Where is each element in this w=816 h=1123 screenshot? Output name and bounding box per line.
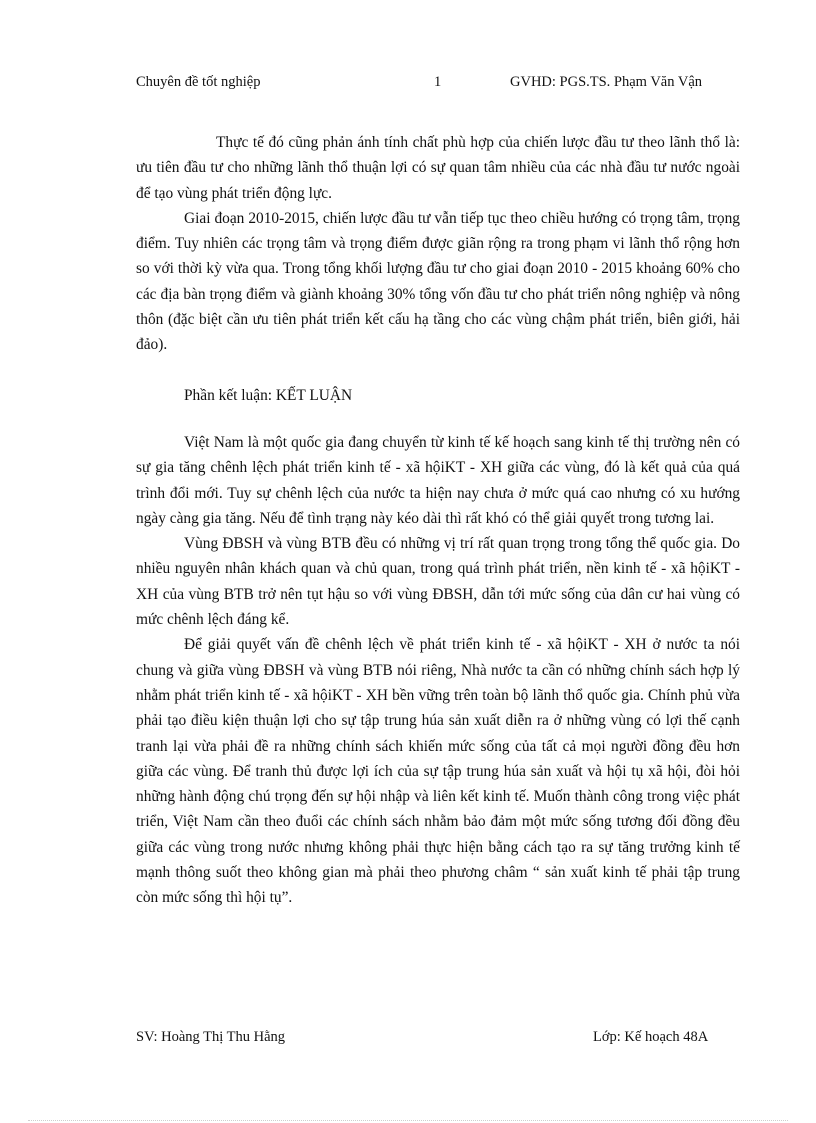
footer-class: Lớp: Kế hoạch 48A [593, 1029, 709, 1045]
header-page-number: 1 [434, 74, 442, 90]
paragraph-2010-2015-strategy: Giai đoạn 2010-2015, chiến lược đầu tư vẫn tiếp tục theo chiều hướng có trọng tâm, trọng điểm. Tuy nhiên các trọng tâm và trọng điểm được giãn rộng ra trong phạm vi lãnh thổ rộng hơn so với thời kỳ vừa qua. Trong tổng khối lượng đầu tư cho giai đoạn 2010 - 2015 khoảng 60% cho các địa bàn trọng điểm và giành khoảng 30% tổng vốn đầu tư cho phát triển nông nghiệp và nông thôn (đặc biệt cần ưu tiên phát triển kết cấu hạ tầng cho các vùng chậm phát triển, biên giới, hải đảo). [136, 209, 740, 354]
paragraph-vietnam-gap: Việt Nam là một quốc gia đang chuyển từ kinh tế kế hoạch sang kinh tế thị trường nên có sự gia tăng chênh lệch phát triển kinh tế - xã hộiKT - XH giữa các vùng, đó là kết quả của quá trình đổi mới. Tuy sự chênh lệch của nước ta hiện nay chưa ở mức quá cao nhưng có xu hướng ngày càng gia tăng. Nếu để tình trạng này kéo dài thì rất khó có thể giải quyết trong tương lai. [136, 433, 740, 527]
paragraph-dbsh-btb: Vùng ĐBSH và vùng BTB đều có những vị trí rất quan trọng trong tổng thể quốc gia. Do nhiều nguyên nhân khách quan và chủ quan, trong quá trình phát triển, nền kinh tế - xã hộiKT - XH của vùng BTB trở nên tụt hậu so với vùng ĐBSH, dẫn tới mức sống của dân cư hai vùng có mức chênh lệch đáng kể. [136, 535, 740, 629]
paragraph-territorial-strategy: Thực tế đó cũng phản ánh tính chất phù hợp của chiến lược đầu tư theo lãnh thổ là: ưu tiên đầu tư cho những lãnh thổ thuận lợi có sự quan tâm nhiều của các nhà đầu tư nước ngoài để tạo vùng phát triển động lực. [136, 134, 740, 202]
page-header [136, 74, 736, 98]
header-advisor: GVHD: PGS.TS. Phạm Văn Vận [510, 74, 703, 90]
footer-student: SV: Hoàng Thị Thu Hằng [136, 1029, 286, 1045]
document-body [136, 130, 740, 911]
section-heading-conclusion: Phần kết luận: KẾT LUẬN [184, 386, 353, 404]
header-thesis-title: Chuyên đề tốt nghiệp [136, 74, 261, 90]
page-footer [136, 1029, 736, 1053]
paragraph-solution: Để giải quyết vấn đề chênh lệch về phát triển kinh tế - xã hộiKT - XH ở nước ta nói chung và giữa vùng ĐBSH và vùng BTB nói riêng, Nhà nước ta cần có những chính sách hợp lý nhằm phát triển kinh tế - xã hộiKT - XH bền vững trên toàn bộ lãnh thổ quốc gia. Chính phủ vừa phải tạo điều kiện thuận lợi cho sự tập trung húa sản xuất diễn ra ở những vùng có lợi thế cạnh tranh lại vừa phải đề ra những chính sách khiến mức sống của tất cả mọi người đồng đều hơn giữa các vùng. Để tranh thủ được lợi ích của sự tập trung húa sản xuất và hội tụ xã hội, đòi hỏi những hành động chú trọng đến sự hội nhập và liên kết kinh tế. Muốn thành công trong việc phát triển, Việt Nam cần theo đuổi các chính sách nhằm bảo đảm một mức sống tương đối đồng đều giữa các vùng trong nước nhưng không phải thực hiện bằng cách tạo ra sự tăng trưởng kinh tế mạnh thông suốt theo không gian mà phải theo phương châm “ sản xuất kinh tế phải tập trung còn mức sống thì hội tụ”. [136, 636, 740, 907]
page-bottom-divider [28, 1120, 788, 1121]
